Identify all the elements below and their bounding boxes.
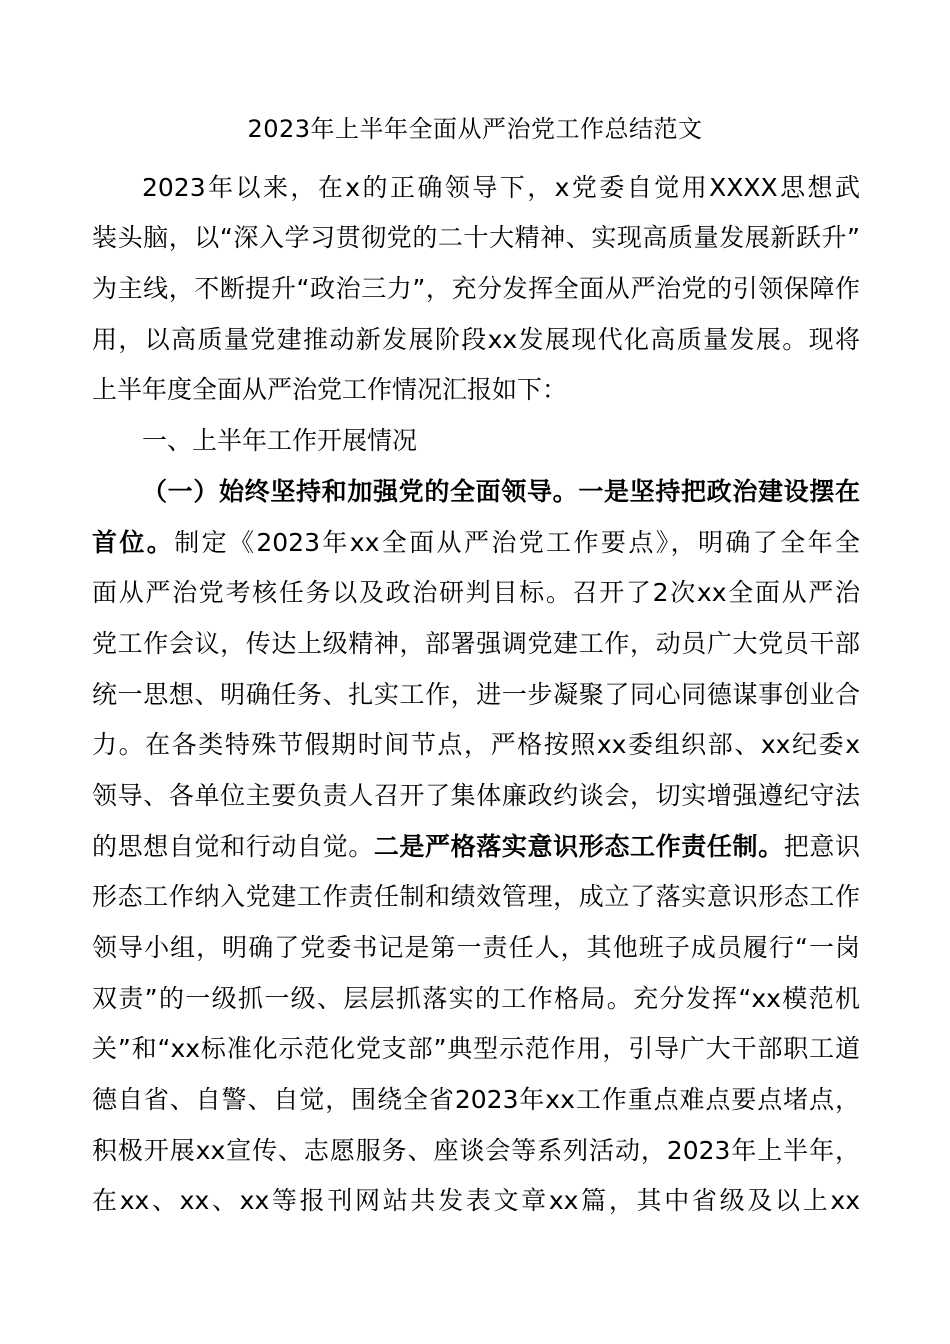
part1-line-11: 双责”的一级抓一级、层层抓落实的工作格局。充分发挥“xx模范机 <box>92 984 860 1013</box>
part1-line-12: 关”和“xx标准化示范化党支部”典型示范作用，引导广大干部职工道 <box>92 1034 860 1063</box>
intro-line-3: 为主线，不断提升“政治三力”，充分发挥全面从严治党的引领保障作 <box>92 274 860 303</box>
intro-line-4: 用，以高质量党建推动新发展阶段xx发展现代化高质量发展。现将 <box>92 325 860 354</box>
part1-line-8-pre: 的思想自觉和行动自觉。 <box>92 832 374 861</box>
part1-line-2-bold: 首位。 <box>92 528 175 557</box>
part1-line-14: 积极开展xx宣传、志愿服务、座谈会等系列活动，2023年上半年， <box>92 1136 860 1165</box>
intro-line-1: 2023年以来，在x的正确领导下，x党委自觉用XXXX思想武 <box>142 173 860 202</box>
part1-line-7: 领导、各单位主要负责人召开了集体廉政约谈会，切实增强遵纪守法 <box>92 781 860 810</box>
part1-line-4: 党工作会议，传达上级精神，部署强调党建工作，动员广大党员干部 <box>92 629 860 658</box>
part1-line-9: 形态工作纳入党建工作责任制和绩效管理，成立了落实意识形态工作 <box>92 882 860 911</box>
part1-line-2 <box>92 525 860 561</box>
part1-line-13: 德自省、自警、自觉，围绕全省2023年xx工作重点难点要点堵点， <box>92 1085 860 1114</box>
part1-line-3: 面从严治党考核任务以及政治研判目标。召开了2次xx全面从严治 <box>92 578 860 607</box>
part1-line-8-bold: 二是严格落实意识形态工作责任制。 <box>373 832 784 861</box>
part1-line-10: 领导小组，明确了党委书记是第一责任人，其他班子成员履行“一岗 <box>92 933 860 962</box>
part1-heading: （一）始终坚持和加强党的全面领导。一是坚持把政治建设摆在 <box>142 477 860 506</box>
part1-line-8-post: 把意识 <box>783 832 860 861</box>
part1-line-6: 力。在各类特殊节假期时间节点，严格按照xx委组织部、xx纪委x <box>92 730 860 759</box>
part1-line-15: 在xx、xx、xx等报刊网站共发表文章xx篇，其中省级及以上xx <box>92 1186 860 1215</box>
document-title: 2023年上半年全面从严治党工作总结范文 <box>247 115 703 143</box>
part1-line-8 <box>92 829 860 865</box>
part1-line-2-rest: 制定《2023年xx全面从严治党工作要点》，明确了全年全 <box>174 528 860 557</box>
part1-line-5: 统一思想、明确任务、扎实工作，进一步凝聚了同心同德谋事创业合 <box>92 680 860 709</box>
section-heading: 一、上半年工作开展情况 <box>142 426 418 455</box>
intro-line-5: 上半年度全面从严治党工作情况汇报如下： <box>92 375 568 404</box>
intro-line-2: 装头脑，以“深入学习贯彻党的二十大精神、实现高质量发展新跃升” <box>92 223 860 252</box>
